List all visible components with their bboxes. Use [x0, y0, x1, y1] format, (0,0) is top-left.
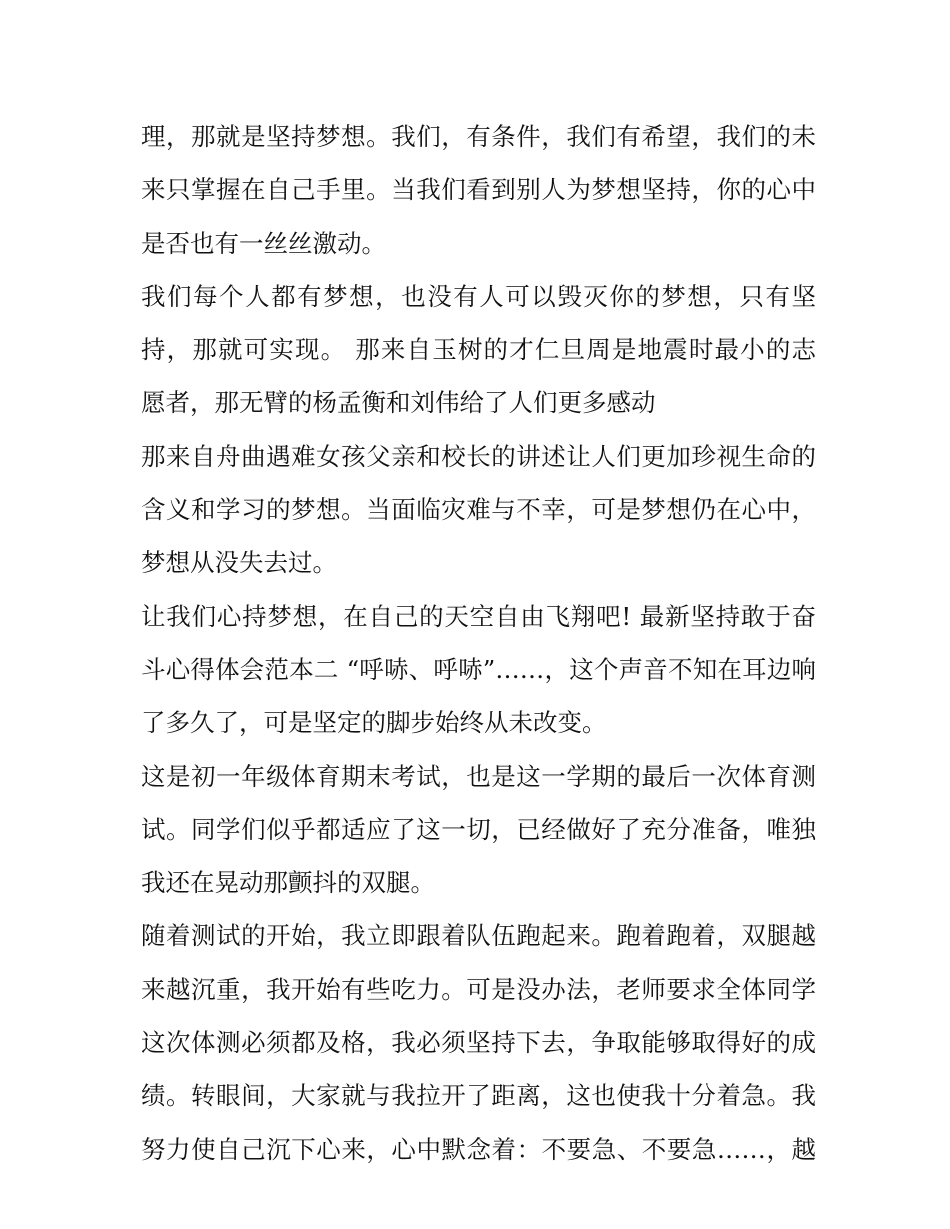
text-line: 持，那就可实现。 那来自玉树的才仁旦周是地震时最小的志	[141, 335, 816, 365]
text-line: 我还在晃动那颤抖的双腿。	[141, 868, 435, 898]
body-text	[141, 110, 816, 1176]
text-line: 试。同学们似乎都适应了这一切，已经做好了充分准备，唯独	[141, 814, 816, 844]
text-line: 来只掌握在自己手里。当我们看到别人为梦想坚持，你的心中	[141, 175, 816, 205]
text-line: 这是初一年级体育期末考试，也是这一学期的最后一次体育测	[141, 761, 816, 791]
text-line: 梦想从没失去过。	[141, 548, 337, 578]
text-line: 努力使自己沉下心来，心中默念着：不要急、不要急……，越	[141, 1134, 816, 1164]
text-line: 是否也有一丝丝激动。	[141, 228, 386, 258]
text-line: 让我们心持梦想，在自己的天空自由飞翔吧! 最新坚持敢于奋	[141, 601, 816, 631]
text-line: 那来自舟曲遇难女孩父亲和校长的讲述让人们更加珍视生命的	[141, 441, 816, 471]
text-line: 这次体测必须都及格，我必须坚持下去，争取能够取得好的成	[141, 1028, 816, 1058]
text-line: 随着测试的开始，我立即跟着队伍跑起来。跑着跑着，双腿越	[141, 921, 816, 951]
text-line: 斗心得体会范本二 “呼哧、呼哧”……，这个声音不知在耳边响	[141, 654, 816, 684]
text-line: 绩。转眼间，大家就与我拉开了距离，这也使我十分着急。我	[141, 1081, 816, 1111]
text-line: 我们每个人都有梦想，也没有人可以毁灭你的梦想，只有坚	[141, 281, 816, 311]
text-line: 含义和学习的梦想。当面临灾难与不幸，可是梦想仍在心中，	[141, 495, 816, 525]
text-line: 来越沉重，我开始有些吃力。可是没办法，老师要求全体同学	[141, 974, 816, 1004]
text-line: 理，那就是坚持梦想。我们，有条件，我们有希望，我们的未	[141, 122, 816, 151]
text-line: 愿者，那无臂的杨孟衡和刘伟给了人们更多感动	[141, 388, 656, 418]
text-line: 了多久了，可是坚定的脚步始终从未改变。	[141, 708, 607, 738]
